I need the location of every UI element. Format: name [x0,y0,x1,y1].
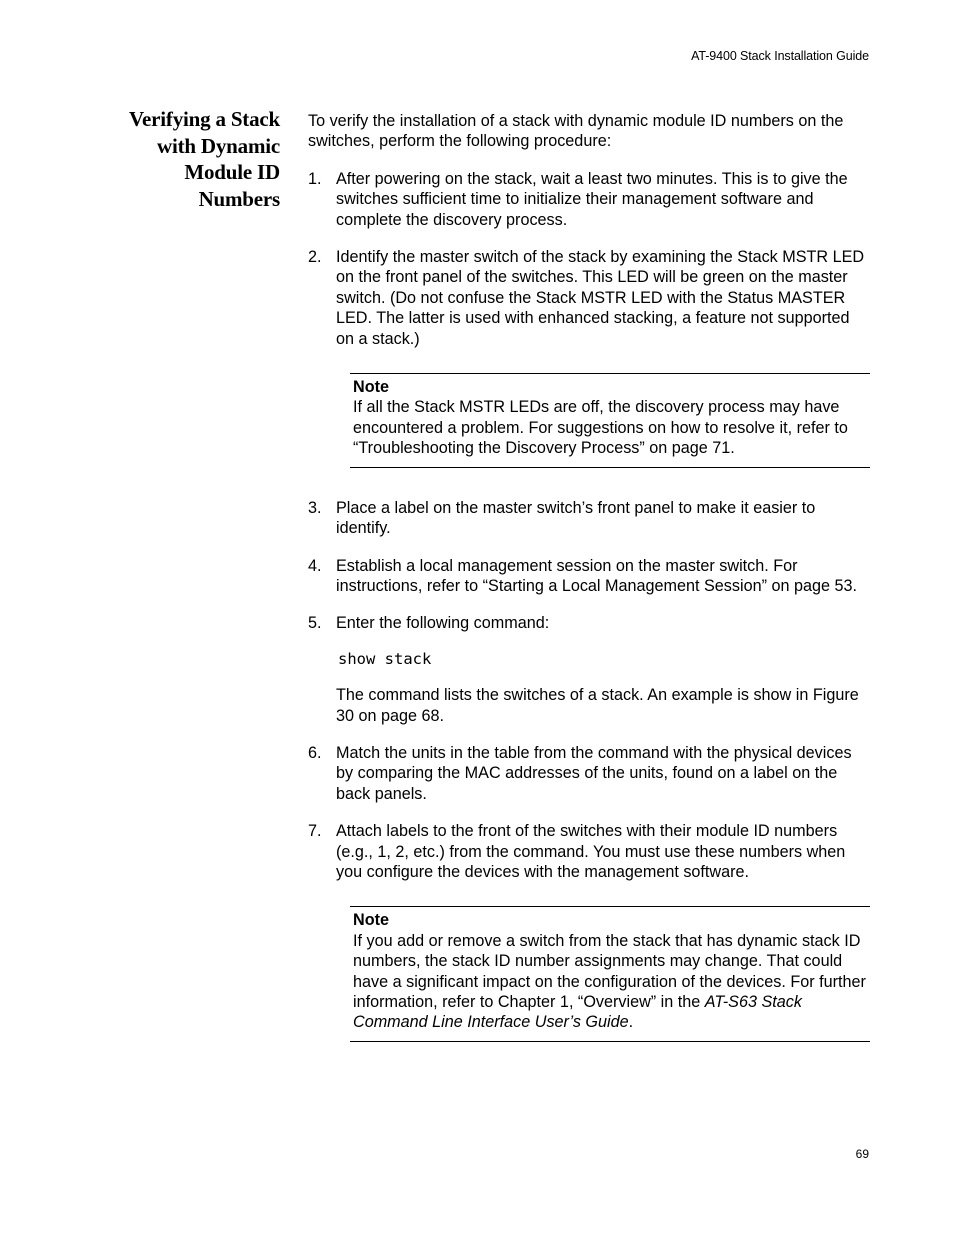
note-box [350,373,870,468]
step-number: 6. [308,743,322,762]
step-text: Place a label on the master switch’s front panel to make it easier to identify. [336,498,816,538]
section-title-line: Module ID [184,160,280,185]
step-text: Enter the following command: [336,614,550,633]
step-number: 7. [308,822,322,841]
running-header: AT-9400 Stack Installation Guide [691,49,869,63]
step-item [308,247,870,349]
step-text: Attach labels to the front of the switches with their module ID numbers (e.g., 1, 2, etc.) from the command. You must use these numbers when you configure the devices with the management software. [336,822,846,881]
step-text: Identify the master switch of the stack by examining the Stack MSTR LED on the front panel of the switches. This LED will be green on the master switch. (Do not confuse the Stack MSTR LED with the Status MASTER LED. The latter is used with enhanced stacking, a feature not supported on a stack.) [336,248,865,348]
guide-title: AT-S63 Stack Command Line Interface User’s Guide [353,993,802,1032]
step-text: Establish a local management session on the master switch. For instructions, refer to “Starting a Local Management Session” on page 53. [336,556,857,595]
note-label: Note [353,911,389,930]
intro-paragraph: To verify the installation of a stack with dynamic module ID numbers on the switches, perform the following procedure: [308,112,844,151]
procedure-body [308,111,870,1072]
step-number: 2. [308,248,322,267]
note-text-end: . [628,1013,634,1032]
command-code: show stack [338,649,432,668]
step-item [308,169,870,230]
step-number: 4. [308,556,322,575]
note-label: Note [353,378,389,397]
step-item [308,743,870,804]
page-number: 69 [855,1147,869,1161]
step-item [308,613,870,726]
step-number: 1. [308,169,322,188]
step-item [308,821,870,882]
step-item [308,498,870,539]
step-text: After powering on the stack, wait a least two minutes. This is to give the switches sufficient time to initialize their management software and complete the discovery process. [336,169,848,229]
step-text: Match the units in the table from the command with the physical devices by comparing the MAC addresses of the units, found on a label on the back panels. [336,743,852,803]
step-item [308,556,870,597]
section-title-line: Verifying a Stack [129,107,280,131]
section-title-line: with Dynamic [156,133,280,158]
note-text: If you add or remove a switch from the stack that has dynamic stack ID numbers, the stack ID number assignments may change. That could have a significant impact on the configuration of the devices. For further information, refer to Chapter 1, “Overview” in the [353,931,866,1011]
note-text: If all the Stack MSTR LEDs are off, the discovery process may have encountered a problem. For suggestions on how to resolve it, refer to “Troubleshooting the Discovery Process” on page 71. [353,398,848,458]
section-title [100,106,280,213]
step-followup-text: The command lists the switches of a stack. An example is show in Figure 30 on page 68. [336,686,859,725]
step-number: 3. [308,498,322,517]
section-title-line: Numbers [198,187,280,212]
note-box [350,906,870,1041]
step-number: 5. [308,614,322,633]
